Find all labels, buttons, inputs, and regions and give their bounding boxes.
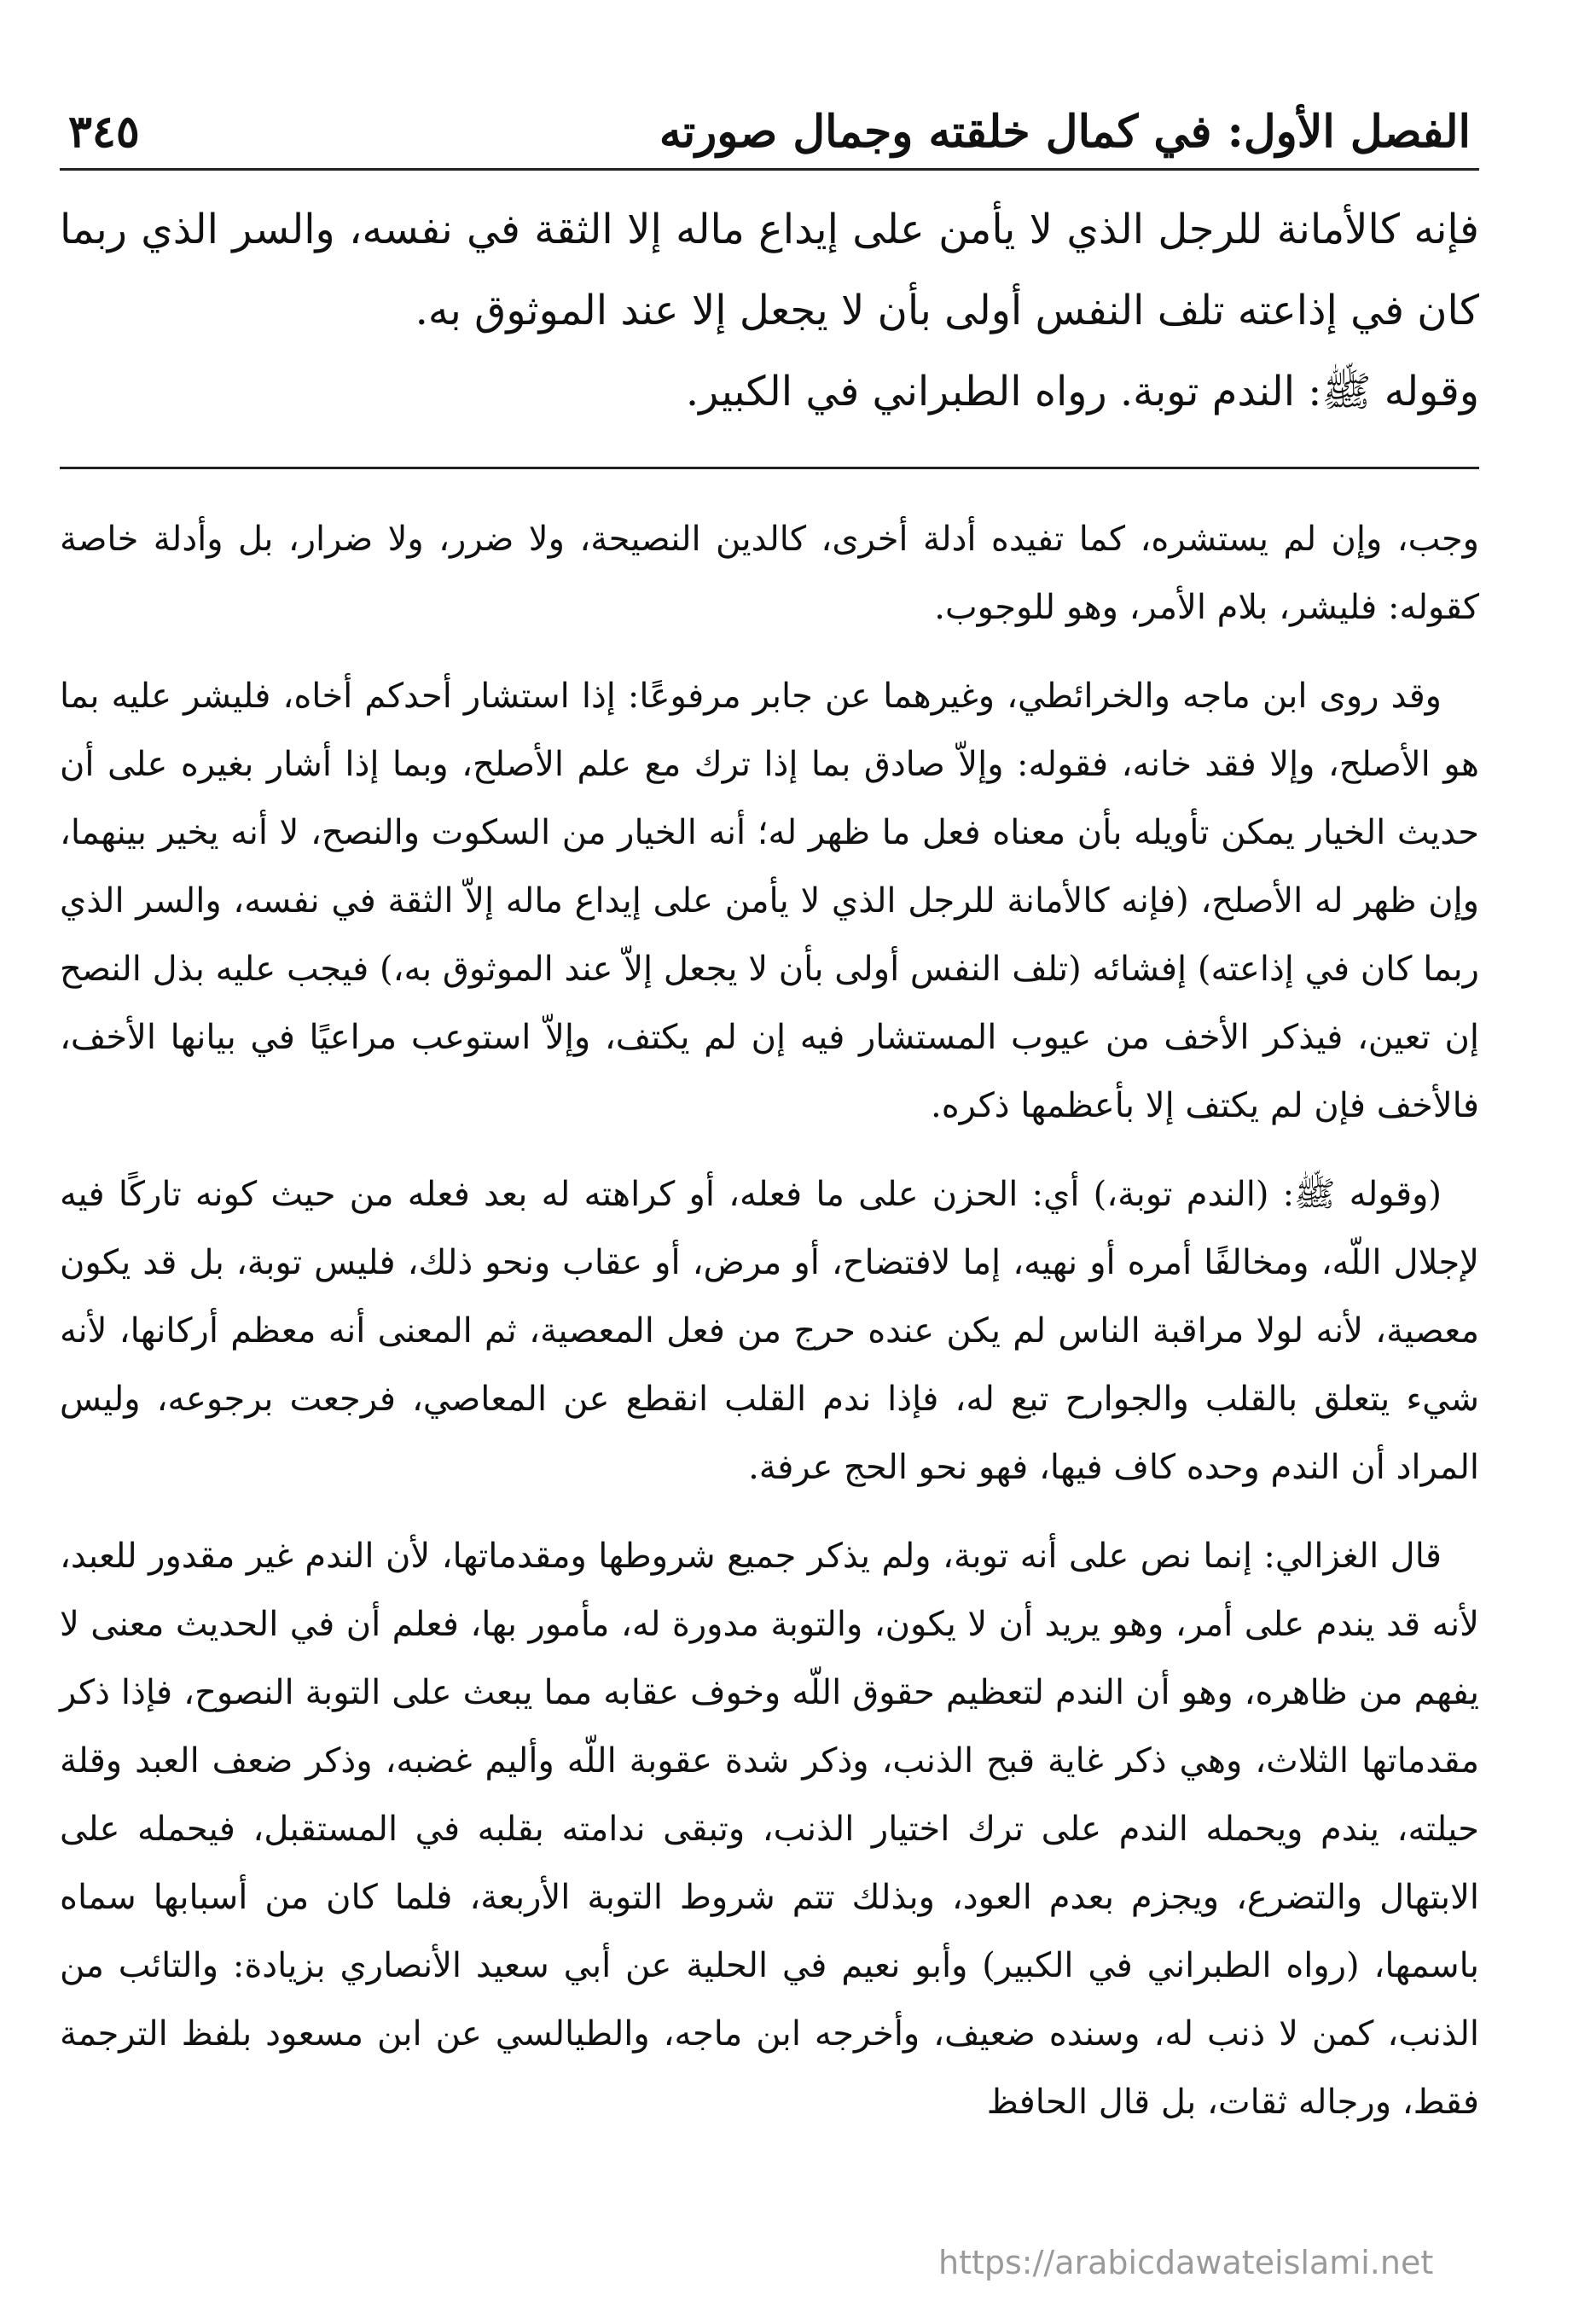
commentary-paragraph: وقد روى ابن ماجه والخرائطي، وغيرهما عن جابر مرفوعًا: إذا استشار أحدكم أخاه، فليشر عليه بما هو الأصلح، وإلا فقد خانه، فقوله: وإلاّ صادق بما إذا ترك مع علم الأصلح، وبما إذا أشار بغيره على أن حديث الخيار يمكن تأويله بأن معناه فعل ما ظهر له؛ أنه الخيار من السكوت والنصح، لا أنه يخير بينهما، وإن ظهر له الأصلح، (فإنه كالأمانة للرجل الذي لا يأمن على إيداع ماله إلاّ الثقة في نفسه، والسر الذي ربما كان في إذاعته) إفشائه (تلف النفس أولى بأن لا يجعل إلاّ عند الموثوق به،) فيجب عليه بذل النصح إن تعين، فيذكر الأخف من عيوب المستشار فيه إن لم يكتف، وإلاّ استوعب مراعيًا في بيانها الأخف، فالأخف فإن لم يكتف إلا بأعظمها ذكره. xyxy=(60,677,1480,1125)
commentary-paragraph: قال الغزالي: إنما نص على أنه توبة، ولم يذكر جميع شروطها ومقدماتها، لأن الندم غير مقدور للعبد، لأنه قد يندم على أمر، وهو يريد أن لا يكون، والتوبة مدورة له، مأمور بها، فعلم أن في الحديث معنى لا يفهم من ظاهره، وهو أن الندم لتعظيم حقوق اللّه وخوف عقابه مما يبعث على التوبة النصوح، فإذا ذكر مقدماتها الثلاث، وهي ذكر غاية قبح الذنب، وذكر شدة عقوبة اللّه وأليم غضبه، وذكر ضعف العبد وقلة حيلته، يندم ويحمله الندم على ترك اختيار الذنب، وتبقى ندامته بقلبه في المستقبل، فيحمله على الابتهال والتضرع، ويجزم بعدم العود، وبذلك تتم شروط التوبة الأربعة، فلما كان من أسبابها سماه باسمها، (رواه الطبراني في الكبير) وأبو نعيم في الحلية عن أبي سعيد الأنصاري بزيادة: والتائب من الذنب، كمن لا ذنب له، وسنده ضعيف، وأخرجه ابن ماجه، والطيالسي عن ابن مسعود بلفظ الترجمة فقط، ورجاله ثقات، بل قال الحافظ xyxy=(60,1537,1480,2122)
commentary-paragraph: وجب، وإن لم يستشره، كما تفيده أدلة أخرى، كالدين النصيحة، ولا ضرر، ولا ضرار، بل وأدلة خاصة كقوله: فليشر، بلام الأمر، وهو للوجوب. xyxy=(60,520,1479,627)
page-number: ٣٤٥ xyxy=(68,106,140,158)
book-page xyxy=(60,77,1479,2157)
main-text-paragraph: وقوله ﷺ: الندم توبة. رواه الطبراني في الكبير. xyxy=(685,368,1479,415)
main-text xyxy=(60,189,1479,433)
commentary-paragraph: (وقوله ﷺ: (الندم توبة،) أي: الحزن على ما فعله، أو كراهته له بعد فعله من حيث كونه تاركًا فيه لإجلال اللّه، ومخالفًا أمره أو نهيه، إما لافتضاح، أو مرض، أو عقاب ونحو ذلك، فليس توبة، بل قد يكون معصية، لأنه لولا مراقبة الناس لم يكن عنده حرج من فعل المعصية، ثم المعنى أنه معظم أركانها، لأنه شيء يتعلق بالقلب والجوارح تبع له، فإذا ندم القلب انقطع عن المعاصي، فرجعت برجوعه، وليس المراد أن الندم وحده كاف فيها، فهو نحو الحج عرفة. xyxy=(60,1175,1479,1487)
page-header xyxy=(60,77,1479,171)
section-divider xyxy=(60,467,1479,469)
chapter-title: الفصل الأول: في كمال خلقته وجمال صورته xyxy=(659,106,1471,158)
watermark-url: https://arabicdawateislami.net xyxy=(938,2244,1434,2281)
commentary xyxy=(60,505,1479,2136)
main-text-paragraph: فإنه كالأمانة للرجل الذي لا يأمن على إيداع ماله إلا الثقة في نفسه، والسر الذي ربما كان في إذاعته تلف النفس أولى بأن لا يجعل إلا عند الموثوق به. xyxy=(60,206,1479,334)
